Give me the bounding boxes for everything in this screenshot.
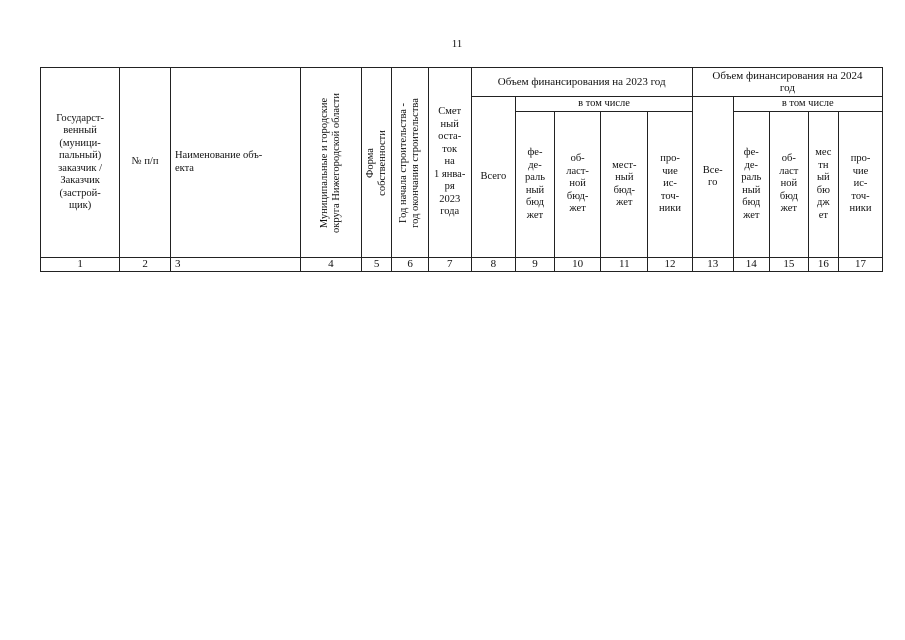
column-number: 16 [808,258,838,272]
column-number: 2 [120,258,171,272]
header-including-2023: в том числе [516,97,693,112]
header-object-name: Наименование объ- екта [170,68,300,258]
column-number: 4 [300,258,361,272]
header-number: № п/п [120,68,171,258]
header-ownership: Форма собственности [361,68,391,258]
header-regional-2024: об- ласт ной бюд жет [770,112,809,258]
column-number: 7 [428,258,471,272]
header-including-2024: в том числе [733,97,883,112]
header-balance: Смет ный оста- ток на 1 янва- ря 2023 года [428,68,471,258]
column-number: 14 [733,258,770,272]
column-number: 13 [692,258,733,272]
header-district: Муниципальные и городские округа Нижегородской области [300,68,361,258]
header-regional-2023: об- ласт- ной бюд- жет [554,112,601,258]
header-other-2023: про- чие ис- точ- ники [648,112,693,258]
header-customer: Государст- венный (муници- пальный) заказчик / Заказчик (застрой- щик) [41,68,120,258]
column-number: 5 [361,258,391,272]
header-total-2023: Всего [471,97,516,258]
column-number: 6 [392,258,429,272]
header-financing-2024: Объем финансирования на 2024 год [692,68,882,97]
column-number: 9 [516,258,555,272]
column-number: 3 [170,258,300,272]
header-federal-2023: фе- де- раль ный бюд жет [516,112,555,258]
header-other-2024: про- чие ис- точ- ники [839,112,883,258]
page-number: 11 [451,38,463,50]
column-number: 17 [839,258,883,272]
header-financing-2023: Объем финансирования на 2023 год [471,68,692,97]
header-federal-2024: фе- де- раль ный бюд жет [733,112,770,258]
header-local-2024: мес тн ый бю дж ет [808,112,838,258]
column-number: 11 [601,258,648,272]
header-local-2023: мест- ный бюд- жет [601,112,648,258]
header-total-2024: Все- го [692,97,733,258]
column-number: 8 [471,258,516,272]
column-number: 10 [554,258,601,272]
column-number: 15 [770,258,809,272]
header-construction-years: Год начала строительства - год окончания строительства [392,68,429,258]
financing-table [40,67,883,272]
column-number: 12 [648,258,693,272]
column-number: 1 [41,258,120,272]
